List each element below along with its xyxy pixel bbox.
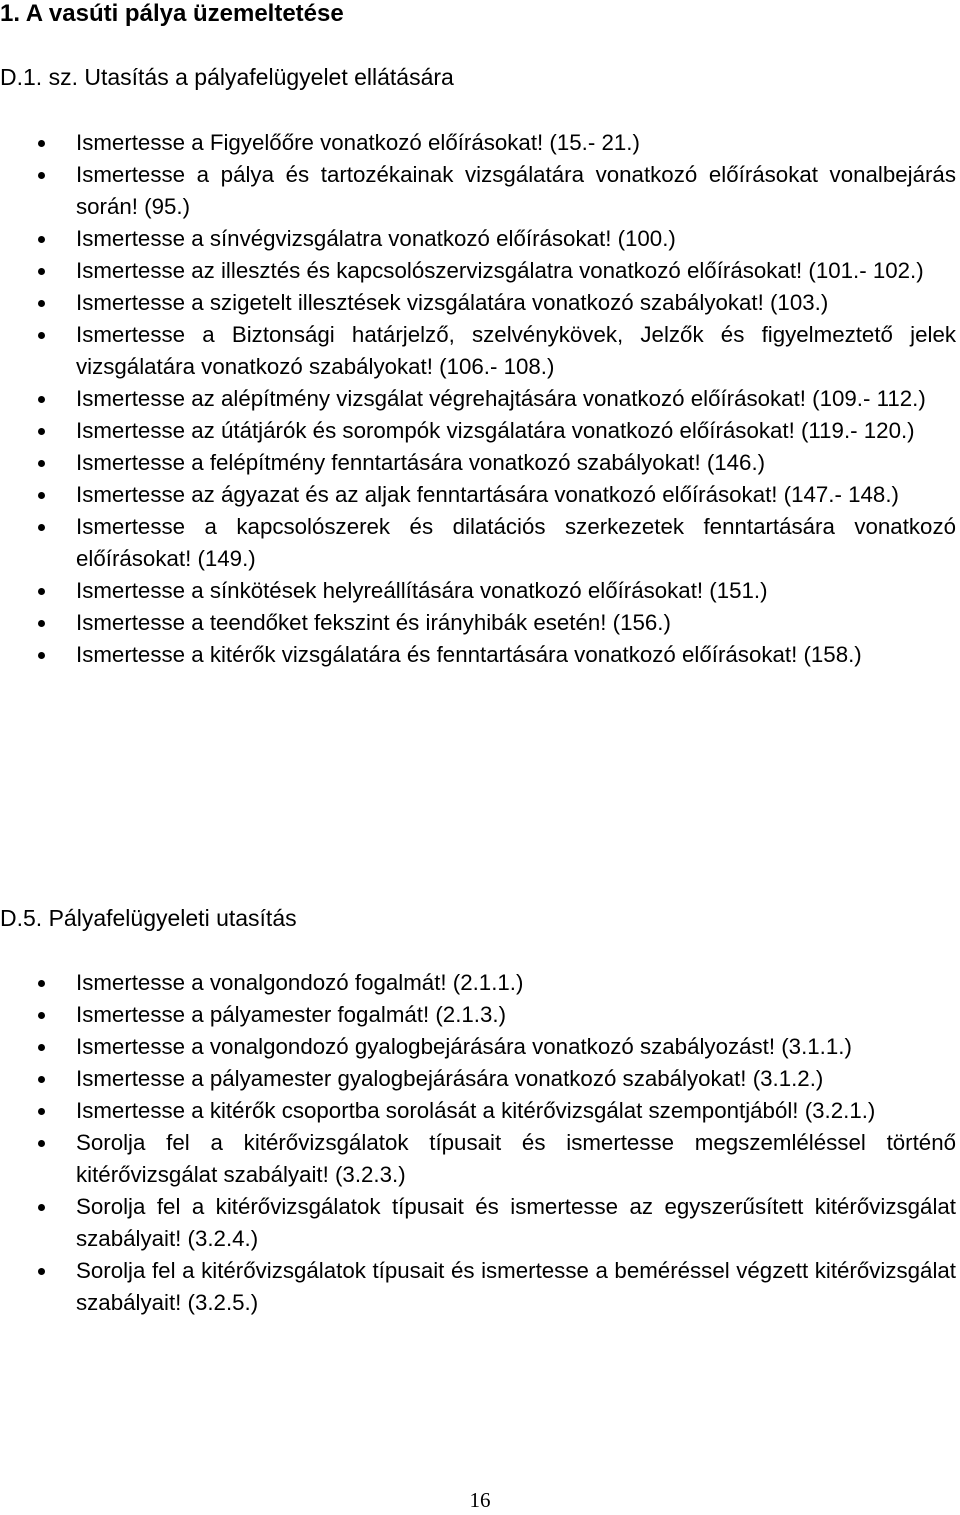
list-item [0, 967, 956, 999]
list-item [0, 511, 956, 575]
list-item-text: Ismertesse a felépítmény fenntartására vonatkozó szabályokat! (146.) [76, 450, 766, 475]
bullet-icon [38, 1076, 45, 1083]
bullet-icon [38, 1204, 45, 1211]
bullet-icon [38, 588, 45, 595]
section-heading-d5: D.5. Pályafelügyeleti utasítás [0, 905, 297, 931]
bullet-icon [38, 1044, 45, 1051]
list-item-text: Ismertesse a pálya és tartozékainak vizsgálatára vonatkozó előírásokat vonalbejárás során! (95.) [76, 162, 956, 219]
bullet-icon [38, 460, 45, 467]
bullet-icon [38, 140, 45, 147]
bullet-icon [38, 620, 45, 627]
list-item [0, 639, 956, 671]
list-item-text: Ismertesse a szigetelt illesztések vizsgálatára vonatkozó szabályokat! (103.) [76, 290, 829, 315]
list-item-text: Ismertesse a pályamester fogalmát! (2.1.3.) [76, 1002, 507, 1027]
list-item-text: Sorolja fel a kitérővizsgálatok típusait és ismertesse az egyszerűsített kitérővizsgálat szabályait! (3.2.4.) [76, 1194, 956, 1251]
list-item-text: Sorolja fel a kitérővizsgálatok típusait és ismertesse a beméréssel végzett kitérővizsgálat szabályait! (3.2.5.) [76, 1258, 956, 1315]
section-heading-d1: D.1. sz. Utasítás a pályafelügyelet ellátására [0, 64, 454, 90]
bullet-icon [38, 300, 45, 307]
bullet-icon [38, 492, 45, 499]
list-item-text: Ismertesse a kitérők vizsgálatára és fenntartására vonatkozó előírásokat! (158.) [76, 642, 862, 667]
list-item-text: Ismertesse a teendőket fekszint és irányhibák esetén! (156.) [76, 610, 671, 635]
bullet-icon [38, 428, 45, 435]
bullet-icon [38, 652, 45, 659]
bullet-icon [38, 172, 45, 179]
list-item-text: Ismertesse az ágyazat és az aljak fenntartására vonatkozó előírásokat! (147.- 148.) [76, 482, 899, 507]
list-item [0, 479, 956, 511]
requirements-list-d1 [0, 127, 960, 671]
list-item [0, 607, 956, 639]
list-item-text: Ismertesse a vonalgondozó fogalmát! (2.1.1.) [76, 970, 524, 995]
list-item-text: Ismertesse a Biztonsági határjelző, szelvénykövek, Jelzők és figyelmeztető jelek vizsgálatára vonatkozó szabályokat! (106.- 108.) [76, 322, 956, 379]
list-item-text: Ismertesse a Figyelőőre vonatkozó előírásokat! (15.- 21.) [76, 130, 640, 155]
list-item [0, 1191, 956, 1255]
list-item-text: Ismertesse a kitérők csoportba sorolását a kitérővizsgálat szempontjából! (3.2.1.) [76, 1098, 876, 1123]
list-item [0, 223, 956, 255]
list-item [0, 383, 956, 415]
list-item-text: Ismertesse az útátjárók és sorompók vizsgálatára vonatkozó előírásokat! (119.- 120.) [76, 418, 915, 443]
list-item-text: Ismertesse az alépítmény vizsgálat végrehajtására vonatkozó előírásokat! (109.- 112.) [76, 386, 926, 411]
list-item [0, 1031, 956, 1063]
list-item [0, 415, 956, 447]
list-item [0, 255, 956, 287]
bullet-icon [38, 236, 45, 243]
bullet-icon [38, 524, 45, 531]
list-item [0, 575, 956, 607]
list-item [0, 287, 956, 319]
list-item [0, 1255, 956, 1319]
list-item [0, 447, 956, 479]
page-number: 16 [469, 1488, 491, 1512]
list-item-text: Ismertesse az illesztés és kapcsolószervizsgálatra vonatkozó előírásokat! (101.- 102.) [76, 258, 924, 283]
list-item [0, 999, 956, 1031]
list-item-text: Ismertesse a sínkötések helyreállítására vonatkozó előírásokat! (151.) [76, 578, 768, 603]
list-item [0, 1127, 956, 1191]
list-item-text: Sorolja fel a kitérővizsgálatok típusait és ismertesse megszemléléssel történő kitérővizsgálat szabályait! (3.2.3.) [76, 1130, 956, 1187]
list-item [0, 1095, 956, 1127]
list-item-text: Ismertesse a sínvégvizsgálatra vonatkozó előírásokat! (100.) [76, 226, 676, 251]
bullet-icon [38, 396, 45, 403]
bullet-icon [38, 268, 45, 275]
bullet-icon [38, 980, 45, 987]
bullet-icon [38, 1108, 45, 1115]
bullet-icon [38, 1140, 45, 1147]
list-item-text: Ismertesse a kapcsolószerek és dilatációs szerkezetek fenntartására vonatkozó előírásokat! (149.) [76, 514, 956, 571]
list-item [0, 319, 956, 383]
list-item [0, 127, 956, 159]
bullet-icon [38, 1012, 45, 1019]
list-item-text: Ismertesse a pályamester gyalogbejárására vonatkozó szabályokat! (3.1.2.) [76, 1066, 824, 1091]
requirements-list-d5 [0, 967, 960, 1319]
list-item [0, 159, 956, 223]
bullet-icon [38, 332, 45, 339]
list-item-text: Ismertesse a vonalgondozó gyalogbejárására vonatkozó szabályozást! (3.1.1.) [76, 1034, 852, 1059]
bullet-icon [38, 1268, 45, 1275]
list-item [0, 1063, 956, 1095]
chapter-title: 1. A vasúti pálya üzemeltetése [0, 0, 344, 27]
